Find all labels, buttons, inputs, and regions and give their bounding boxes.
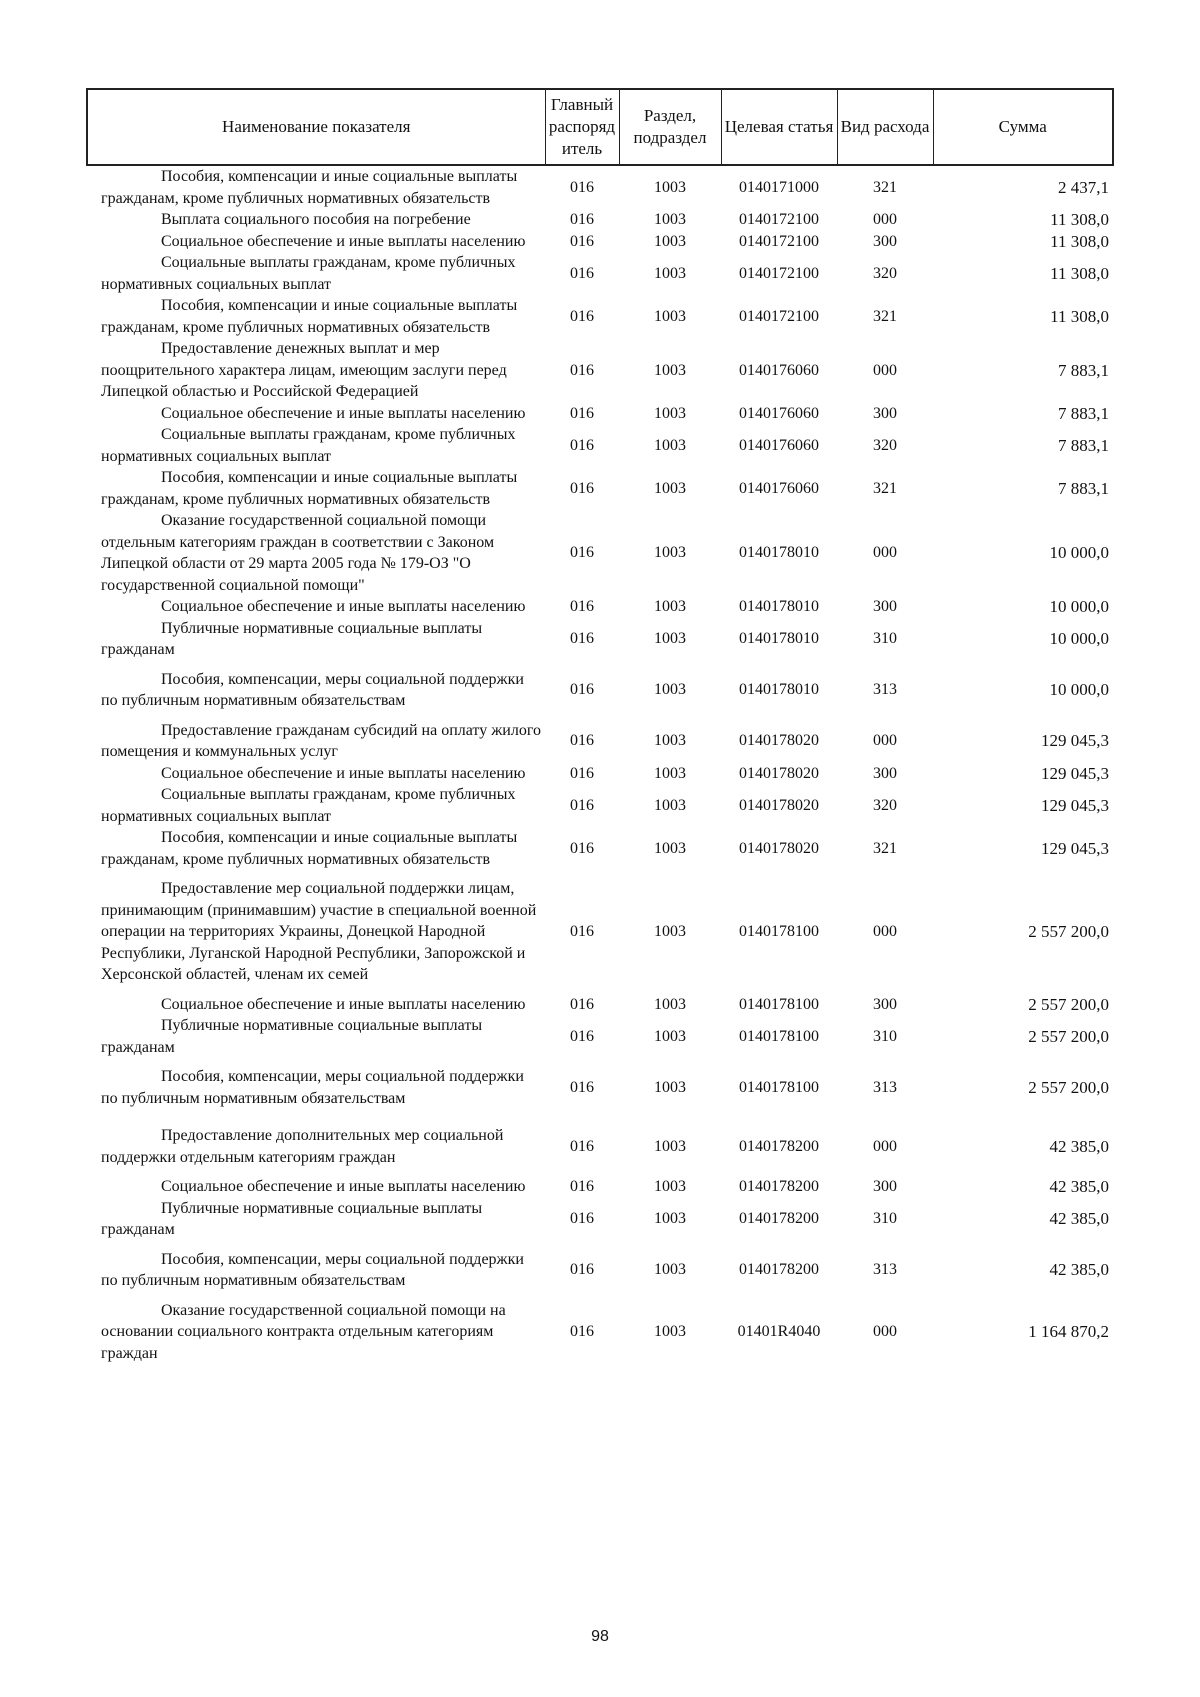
cell-chief: 016 bbox=[570, 436, 594, 454]
row-name-text: Публичные нормативные социальные выплаты гражданам bbox=[101, 619, 483, 658]
cell-type: 300 bbox=[873, 995, 897, 1013]
cell-type: 313 bbox=[873, 681, 897, 699]
cell-section: 1003 bbox=[654, 436, 686, 454]
cell-type: 320 bbox=[873, 264, 897, 282]
cell-name bbox=[87, 618, 545, 661]
header-chief: Главный распоряд итель bbox=[545, 89, 619, 165]
cell-section: 1003 bbox=[654, 732, 686, 750]
cell-sum: 11 308,0 bbox=[1050, 306, 1109, 326]
cell-type: 310 bbox=[873, 1210, 897, 1228]
cell-type: 310 bbox=[873, 630, 897, 648]
cell-section: 1003 bbox=[654, 1078, 686, 1096]
cell-target: 0140178020 bbox=[739, 796, 819, 814]
cell-sum: 42 385,0 bbox=[1049, 1136, 1109, 1156]
cell-target: 0140178020 bbox=[739, 764, 819, 782]
cell-section: 1003 bbox=[654, 479, 686, 497]
cell-type: 300 bbox=[873, 764, 897, 782]
table-row bbox=[87, 209, 1113, 231]
cell-sum: 11 308,0 bbox=[1050, 210, 1109, 229]
table-row bbox=[87, 295, 1113, 338]
table-row bbox=[87, 870, 1113, 994]
row-name-text: Социальное обеспечение и иные выплаты населению bbox=[161, 232, 526, 250]
cell-chief: 016 bbox=[570, 923, 594, 940]
cell-name bbox=[87, 403, 545, 425]
row-name-text: Социальное обеспечение и иные выплаты населению bbox=[161, 995, 526, 1013]
cell-sum: 42 385,0 bbox=[1049, 1260, 1109, 1280]
cell-name bbox=[87, 1176, 545, 1198]
table-body bbox=[87, 165, 1113, 1364]
cell-sum: 7 883,1 bbox=[1058, 360, 1109, 380]
cell-chief: 016 bbox=[570, 361, 594, 379]
row-name-text: Пособия, компенсации, меры социальной поддержки по публичным нормативным обязательствам bbox=[101, 670, 524, 709]
cell-name bbox=[87, 1117, 545, 1176]
cell-chief: 016 bbox=[570, 764, 594, 782]
cell-target: 0140176060 bbox=[739, 436, 819, 454]
cell-target: 0140178100 bbox=[739, 995, 819, 1013]
cell-type: 320 bbox=[873, 796, 897, 814]
cell-sum: 129 045,3 bbox=[1041, 795, 1109, 815]
cell-target: 0140172100 bbox=[739, 307, 819, 325]
cell-chief: 016 bbox=[570, 1323, 594, 1340]
table-row bbox=[87, 596, 1113, 618]
cell-target: 0140171000 bbox=[739, 178, 819, 196]
cell-sum: 11 308,0 bbox=[1050, 231, 1109, 251]
table-row bbox=[87, 784, 1113, 827]
cell-name bbox=[87, 1058, 545, 1117]
row-name-text: Публичные нормативные социальные выплаты гражданам bbox=[101, 1017, 483, 1056]
row-name-text: Пособия, компенсации и иные социальные выплаты гражданам, кроме публичных нормативных обязательств bbox=[101, 168, 518, 207]
cell-name bbox=[87, 1300, 545, 1365]
cell-target: 0140172100 bbox=[739, 232, 819, 250]
table-row bbox=[87, 661, 1113, 720]
cell-target: 0140178020 bbox=[739, 839, 819, 857]
row-name-text: Предоставление гражданам субсидий на оплату жилого помещения и коммунальных услуг bbox=[101, 721, 541, 760]
cell-name bbox=[87, 231, 545, 253]
row-name-text: Пособия, компенсации, меры социальной поддержки по публичным нормативным обязательствам bbox=[101, 1250, 524, 1289]
cell-type: 321 bbox=[873, 839, 897, 857]
cell-type: 000 bbox=[873, 923, 897, 940]
cell-type: 000 bbox=[873, 1137, 897, 1155]
cell-chief: 016 bbox=[570, 307, 594, 325]
cell-type: 000 bbox=[873, 544, 897, 562]
cell-type: 300 bbox=[873, 404, 897, 422]
row-name-text: Выплата социального пособия на погребение bbox=[161, 211, 471, 228]
row-name-text: Социальное обеспечение и иные выплаты населению bbox=[161, 764, 526, 782]
cell-name bbox=[87, 209, 545, 231]
cell-target: 0140178100 bbox=[739, 1027, 819, 1045]
cell-chief: 016 bbox=[570, 1178, 594, 1195]
cell-chief: 016 bbox=[570, 1078, 594, 1096]
cell-chief: 016 bbox=[570, 995, 594, 1013]
cell-sum: 129 045,3 bbox=[1041, 838, 1109, 858]
cell-target: 0140178010 bbox=[739, 681, 819, 699]
cell-target: 01401R4040 bbox=[737, 1323, 821, 1340]
cell-sum: 7 883,1 bbox=[1058, 403, 1109, 423]
table-header bbox=[87, 89, 1113, 165]
table-row bbox=[87, 763, 1113, 785]
row-name-text: Пособия, компенсации, меры социальной поддержки по публичным нормативным обязательствам bbox=[101, 1068, 524, 1107]
table-row bbox=[87, 338, 1113, 403]
cell-target: 0140176060 bbox=[739, 361, 819, 379]
cell-name bbox=[87, 1198, 545, 1241]
cell-name bbox=[87, 596, 545, 618]
table-row bbox=[87, 165, 1113, 209]
cell-target: 0140178200 bbox=[739, 1210, 819, 1228]
cell-type: 320 bbox=[873, 436, 897, 454]
cell-name bbox=[87, 661, 545, 720]
table-row bbox=[87, 1058, 1113, 1117]
cell-type: 000 bbox=[873, 732, 897, 750]
cell-sum: 10 000,0 bbox=[1049, 543, 1109, 563]
cell-section: 1003 bbox=[654, 1178, 686, 1195]
cell-section: 1003 bbox=[654, 211, 686, 228]
cell-section: 1003 bbox=[654, 630, 686, 648]
row-name-text: Предоставление дополнительных мер социальной поддержки отдельным категориям граждан bbox=[101, 1127, 504, 1166]
cell-target: 0140178100 bbox=[739, 1078, 819, 1096]
cell-name bbox=[87, 165, 545, 209]
cell-section: 1003 bbox=[654, 839, 686, 857]
header-target: Целевая статья bbox=[721, 89, 837, 165]
table-row bbox=[87, 424, 1113, 467]
header-type: Вид расхода bbox=[837, 89, 933, 165]
cell-type: 313 bbox=[873, 1078, 897, 1096]
cell-sum: 11 308,0 bbox=[1050, 263, 1109, 283]
cell-section: 1003 bbox=[654, 995, 686, 1013]
cell-name bbox=[87, 1241, 545, 1300]
cell-type: 000 bbox=[873, 1323, 897, 1340]
cell-section: 1003 bbox=[654, 923, 686, 940]
cell-type: 300 bbox=[873, 1178, 897, 1195]
cell-section: 1003 bbox=[654, 764, 686, 782]
cell-section: 1003 bbox=[654, 1210, 686, 1228]
cell-section: 1003 bbox=[654, 598, 686, 615]
cell-type: 313 bbox=[873, 1261, 897, 1279]
cell-name bbox=[87, 763, 545, 785]
cell-section: 1003 bbox=[654, 544, 686, 562]
cell-target: 0140178010 bbox=[739, 598, 819, 615]
cell-section: 1003 bbox=[654, 178, 686, 196]
cell-section: 1003 bbox=[654, 1261, 686, 1279]
row-name-text: Социальные выплаты гражданам, кроме публичных нормативных социальных выплат bbox=[101, 426, 516, 465]
cell-target: 0140178200 bbox=[739, 1261, 819, 1279]
cell-chief: 016 bbox=[570, 1027, 594, 1045]
row-name-text: Социальное обеспечение и иные выплаты населению bbox=[161, 598, 526, 615]
table-row bbox=[87, 1176, 1113, 1198]
cell-chief: 016 bbox=[570, 232, 594, 250]
table-row bbox=[87, 510, 1113, 596]
cell-chief: 016 bbox=[570, 264, 594, 282]
cell-chief: 016 bbox=[570, 178, 594, 196]
cell-name bbox=[87, 784, 545, 827]
table-row bbox=[87, 252, 1113, 295]
cell-chief: 016 bbox=[570, 732, 594, 750]
row-name-text: Социальные выплаты гражданам, кроме публичных нормативных социальных выплат bbox=[101, 254, 516, 293]
cell-chief: 016 bbox=[570, 404, 594, 422]
cell-section: 1003 bbox=[654, 681, 686, 699]
cell-name bbox=[87, 252, 545, 295]
row-name-text: Предоставление денежных выплат и мер поощрительного характера лицам, имеющим заслуги перед Липецкой областью и Российской Федерацией bbox=[101, 340, 507, 400]
cell-chief: 016 bbox=[570, 211, 594, 228]
cell-section: 1003 bbox=[654, 361, 686, 379]
cell-sum: 2 557 200,0 bbox=[1028, 922, 1109, 941]
cell-sum: 7 883,1 bbox=[1058, 435, 1109, 455]
cell-chief: 016 bbox=[570, 839, 594, 857]
cell-sum: 1 164 870,2 bbox=[1028, 1322, 1109, 1341]
cell-section: 1003 bbox=[654, 404, 686, 422]
cell-type: 000 bbox=[873, 211, 897, 228]
row-name-text: Оказание государственной социальной помощи отдельным категориям граждан в соответствии с Законом Липецкой области от 29 марта 2005 года № 179-ОЗ "О государственной социальной помощи" bbox=[101, 512, 495, 594]
cell-section: 1003 bbox=[654, 307, 686, 325]
cell-sum: 10 000,0 bbox=[1049, 597, 1109, 616]
cell-section: 1003 bbox=[654, 796, 686, 814]
table-row bbox=[87, 720, 1113, 763]
cell-sum: 42 385,0 bbox=[1049, 1209, 1109, 1229]
cell-chief: 016 bbox=[570, 681, 594, 699]
cell-name bbox=[87, 827, 545, 870]
table-row bbox=[87, 1117, 1113, 1176]
cell-name bbox=[87, 338, 545, 403]
cell-target: 0140178010 bbox=[739, 630, 819, 648]
budget-table bbox=[86, 88, 1114, 1364]
cell-sum: 2 437,1 bbox=[1058, 177, 1109, 197]
cell-type: 300 bbox=[873, 598, 897, 615]
row-name-text: Социальное обеспечение и иные выплаты населению bbox=[161, 404, 526, 422]
row-name-text: Публичные нормативные социальные выплаты гражданам bbox=[101, 1199, 483, 1238]
table-row bbox=[87, 1241, 1113, 1300]
table-row bbox=[87, 231, 1113, 253]
cell-name bbox=[87, 467, 545, 510]
document-page bbox=[86, 88, 1112, 1364]
cell-name bbox=[87, 870, 545, 994]
header-sum: Сумма bbox=[933, 89, 1113, 165]
cell-name bbox=[87, 1015, 545, 1058]
cell-chief: 016 bbox=[570, 598, 594, 615]
cell-type: 000 bbox=[873, 361, 897, 379]
cell-sum: 42 385,0 bbox=[1049, 1177, 1109, 1196]
cell-target: 0140178200 bbox=[739, 1178, 819, 1195]
cell-target: 0140178020 bbox=[739, 732, 819, 750]
cell-sum: 2 557 200,0 bbox=[1028, 994, 1109, 1014]
table-row bbox=[87, 1198, 1113, 1241]
row-name-text: Пособия, компенсации и иные социальные выплаты гражданам, кроме публичных нормативных обязательств bbox=[101, 469, 518, 508]
cell-section: 1003 bbox=[654, 1137, 686, 1155]
cell-chief: 016 bbox=[570, 1261, 594, 1279]
table-row bbox=[87, 827, 1113, 870]
table-row bbox=[87, 1300, 1113, 1365]
cell-sum: 2 557 200,0 bbox=[1028, 1077, 1109, 1097]
cell-name bbox=[87, 510, 545, 596]
cell-sum: 7 883,1 bbox=[1058, 478, 1109, 498]
row-name-text: Социальные выплаты гражданам, кроме публичных нормативных социальных выплат bbox=[101, 786, 516, 825]
cell-name bbox=[87, 994, 545, 1016]
cell-target: 0140172100 bbox=[739, 264, 819, 282]
cell-section: 1003 bbox=[654, 1027, 686, 1045]
table-row bbox=[87, 403, 1113, 425]
cell-section: 1003 bbox=[654, 264, 686, 282]
row-name-text: Пособия, компенсации и иные социальные выплаты гражданам, кроме публичных нормативных обязательств bbox=[101, 297, 518, 336]
cell-target: 0140178010 bbox=[739, 544, 819, 562]
table-row bbox=[87, 467, 1113, 510]
cell-chief: 016 bbox=[570, 1210, 594, 1228]
table-row bbox=[87, 994, 1113, 1016]
table-row bbox=[87, 1015, 1113, 1058]
cell-target: 0140178100 bbox=[739, 923, 819, 940]
cell-name bbox=[87, 720, 545, 763]
cell-chief: 016 bbox=[570, 630, 594, 648]
cell-target: 0140172100 bbox=[739, 211, 819, 228]
row-name-text: Оказание государственной социальной помощи на основании социального контракта отдельным категориям граждан bbox=[101, 1301, 506, 1362]
cell-target: 0140176060 bbox=[739, 479, 819, 497]
cell-section: 1003 bbox=[654, 1323, 686, 1340]
cell-type: 321 bbox=[873, 479, 897, 497]
cell-type: 310 bbox=[873, 1027, 897, 1045]
cell-name bbox=[87, 424, 545, 467]
cell-chief: 016 bbox=[570, 796, 594, 814]
header-name: Наименование показателя bbox=[87, 89, 545, 165]
page-number: 98 bbox=[591, 1628, 609, 1645]
table-row bbox=[87, 618, 1113, 661]
cell-section: 1003 bbox=[654, 232, 686, 250]
row-name-text: Пособия, компенсации и иные социальные выплаты гражданам, кроме публичных нормативных обязательств bbox=[101, 829, 518, 868]
cell-sum: 129 045,3 bbox=[1041, 731, 1109, 751]
cell-chief: 016 bbox=[570, 544, 594, 562]
cell-sum: 10 000,0 bbox=[1049, 629, 1109, 649]
cell-chief: 016 bbox=[570, 1137, 594, 1155]
cell-target: 0140176060 bbox=[739, 404, 819, 422]
cell-sum: 129 045,3 bbox=[1041, 763, 1109, 783]
row-name-text: Социальное обеспечение и иные выплаты населению bbox=[161, 1178, 526, 1195]
cell-sum: 10 000,0 bbox=[1049, 680, 1109, 700]
header-section: Раздел, подраздел bbox=[619, 89, 721, 165]
cell-chief: 016 bbox=[570, 479, 594, 497]
cell-type: 321 bbox=[873, 178, 897, 196]
row-name-text: Предоставление мер социальной поддержки лицам, принимающим (принимавшим) участие в специальной военной операции на территориях Украины, Донецкой Народной Республики, Луганской Народной Республики, Запорожской и Херсонской областей, членам их семей bbox=[101, 880, 537, 983]
cell-target: 0140178200 bbox=[739, 1137, 819, 1155]
cell-type: 321 bbox=[873, 307, 897, 325]
cell-name bbox=[87, 295, 545, 338]
cell-sum: 2 557 200,0 bbox=[1028, 1026, 1109, 1046]
cell-type: 300 bbox=[873, 232, 897, 250]
